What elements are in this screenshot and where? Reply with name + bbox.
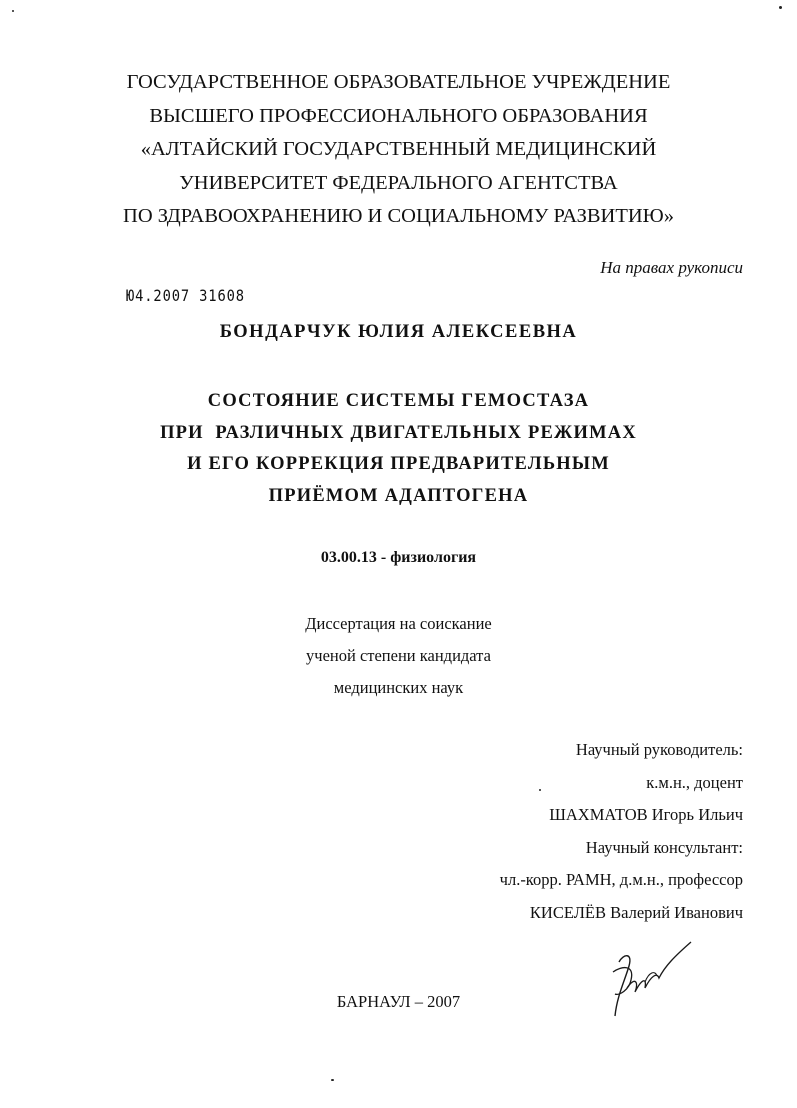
scan-speck: [12, 10, 14, 12]
supervisor-line: Научный руководитель:: [575, 740, 743, 759]
scan-speck: [779, 6, 782, 9]
supervisor-line: Научный консультант:: [585, 837, 743, 857]
title-line: ПРИ РАЗЛИЧНЫХ ДВИГАТЕЛЬНЫХ РЕЖИМАХ: [160, 422, 637, 443]
institution-line: ГОСУДАРСТВЕННОЕ ОБРАЗОВАТЕЛЬНОЕ УЧРЕЖДЕНИЕ: [126, 71, 671, 93]
scan-speck: [331, 1079, 334, 1081]
degree-statement: [0, 608, 797, 704]
supervisors-block: [500, 734, 743, 929]
supervisor-line: чл.-корр. РАМН, д.м.н., профессор: [499, 870, 743, 889]
city-year: БАРНАУЛ – 2007: [336, 992, 461, 1011]
specialty-code: 03.00.13 - физиология: [320, 549, 477, 566]
manuscript-note: На правах рукописи: [600, 258, 743, 277]
author-name: БОНДАРЧУК ЮЛИЯ АЛЕКСЕЕВНА: [219, 322, 578, 342]
degree-line: медицинских наук: [333, 678, 464, 697]
institution-line: ВЫСШЕГО ПРОФЕССИОНАЛЬНОГО ОБРАЗОВАНИЯ: [149, 104, 648, 127]
supervisor-line: КИСЕЛЁВ Валерий Иванович: [529, 902, 743, 922]
title-line: СОСТОЯНИЕ СИСТЕМЫ ГЕМОСТАЗА: [207, 391, 590, 411]
dissertation-title: [0, 386, 797, 512]
institution-line: «АЛТАЙСКИЙ ГОСУДАРСТВЕННЫЙ МЕДИЦИНСКИЙ: [140, 138, 657, 160]
scan-speck: [539, 789, 541, 791]
degree-line: ученой степени кандидата: [306, 646, 491, 665]
institution-line: УНИВЕРСИТЕТ ФЕДЕРАЛЬНОГО АГЕНТСТВА: [179, 171, 618, 194]
title-line: ПРИЁМОМ АДАПТОГЕНА: [268, 485, 529, 506]
handwritten-signature: [605, 936, 695, 1026]
title-line: И ЕГО КОРРЕКЦИЯ ПРЕДВАРИТЕЛЬНЫМ: [187, 454, 610, 474]
degree-line: Диссертация на соискание: [305, 614, 492, 633]
shelf-mark-stamp: Ю4.2007 31608: [126, 286, 245, 305]
institution-line: ПО ЗДРАВООХРАНЕНИЮ И СОЦИАЛЬНОМУ РАЗВИТИЮ»: [123, 205, 674, 227]
institution-header: [0, 66, 797, 234]
supervisor-line: к.м.н., доцент: [646, 772, 743, 792]
supervisor-line: ШАХМАТОВ Игорь Ильич: [549, 805, 743, 824]
